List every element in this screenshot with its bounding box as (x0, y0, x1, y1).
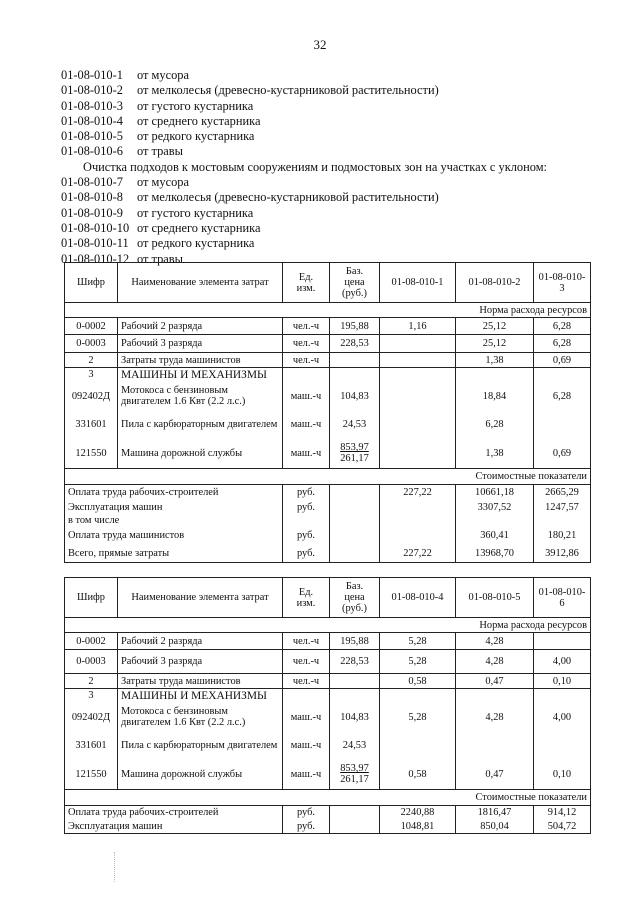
code: 01-08-010-12 (61, 251, 130, 266)
code-line (61, 206, 547, 221)
code-text: от травы (137, 144, 183, 159)
code-line (61, 114, 547, 129)
table-row: 0-0002 Рабочий 2 разряда чел.-ч 195,88 5,28 4,28 (65, 633, 591, 650)
code: 01-08-010-2 (61, 83, 123, 98)
code: 01-08-010-5 (61, 129, 123, 144)
code: 01-08-010-10 (61, 220, 130, 235)
header-row (65, 578, 591, 618)
code: 01-08-010-1 (61, 68, 123, 82)
table-row: Эксплуатация машин руб. 3307,52 1247,57 (65, 501, 591, 515)
cost-table-2 (64, 577, 591, 834)
table-row: 2 Затраты труда машинистов чел.-ч 1,38 0,69 (65, 353, 591, 368)
code-line (61, 236, 547, 251)
header-col-1: 01-08-010-4 (380, 578, 456, 618)
table-row: 331601 Пила с карбюраторным двигателем маш.-ч 24,53 6,28 (65, 411, 591, 439)
code-line (61, 129, 547, 144)
header-col-2: 01-08-010-5 (456, 578, 534, 618)
code-line (61, 144, 547, 159)
header-col-2: 01-08-010-2 (456, 263, 534, 303)
table-row: 092402Д Мотокоса с бензиновым двигателем 1.6 Квт (2.2 л.с.) маш.-ч 104,83 18,84 6,28 (65, 382, 591, 411)
cost-table-1 (64, 262, 591, 563)
code-text: от среднего кустарника (137, 113, 261, 128)
code-text: от густого кустарника (137, 98, 254, 113)
cost-row (65, 790, 591, 806)
header-row (65, 263, 591, 303)
norm-label: Норма расхода ресурсов (65, 303, 591, 318)
code-text: от мусора (137, 175, 189, 190)
code-text: от мусора (137, 68, 189, 82)
section-title: МАШИНЫ И МЕХАНИЗМЫ (118, 368, 283, 382)
cost-row (65, 469, 591, 485)
table-row: Оплата труда рабочих-строителей руб. 227,22 10661,18 2665,29 (65, 485, 591, 501)
table-row: 121550 Машина дорожной службы маш.-ч 853,97 261,17 1,38 0,69 (65, 439, 591, 469)
table-row: в том числе (65, 515, 591, 527)
code-text: от травы (137, 251, 183, 266)
section-row: 3 МАШИНЫ И МЕХАНИЗМЫ (65, 689, 591, 703)
norm-label: Норма расхода ресурсов (65, 618, 591, 633)
header-unit: Ед. изм. (283, 578, 330, 618)
table-row: 0-0003 Рабочий 3 разряда чел.-ч 228,53 5,28 4,28 4,00 (65, 650, 591, 674)
code-line (61, 68, 547, 83)
code: 01-08-010-3 (61, 98, 123, 113)
code: 01-08-010-8 (61, 190, 123, 205)
header-name: Наименование элемента затрат (118, 263, 283, 303)
code: 01-08-010-11 (61, 236, 129, 251)
table-row: 0-0003 Рабочий 3 разряда чел.-ч 228,53 25,12 6,28 (65, 335, 591, 353)
table-row: 121550 Машина дорожной службы маш.-ч 853,97 261,17 0,58 0,47 0,10 (65, 760, 591, 790)
page-number: 32 (313, 37, 327, 52)
section-title: МАШИНЫ И МЕХАНИЗМЫ (118, 689, 283, 703)
code: 01-08-010-9 (61, 205, 123, 220)
code-line (61, 99, 547, 114)
code-line (61, 221, 547, 236)
code-text: от мелколесья (древесно-кустарниковой растительности) (137, 190, 439, 205)
table-row: 2 Затраты труда машинистов чел.-ч 0,58 0,47 0,10 (65, 674, 591, 689)
norm-row (65, 618, 591, 633)
table-row: 331601 Пила с карбюраторным двигателем маш.-ч 24,53 (65, 732, 591, 760)
norm-row (65, 303, 591, 318)
code-list (61, 68, 547, 267)
table-row: 0-0002 Рабочий 2 разряда чел.-ч 195,88 1,16 25,12 6,28 (65, 318, 591, 335)
section-row: 3 МАШИНЫ И МЕХАНИЗМЫ (65, 368, 591, 382)
code-text: от редкого кустарника (137, 129, 255, 144)
header-unit: Ед. изм. (283, 263, 330, 303)
scan-marks (114, 852, 121, 882)
table-row: Оплата труда машинистов руб. 360,41 180,21 (65, 527, 591, 545)
table-row: Оплата труда рабочих-строителей руб. 2240,88 1816,47 914,12 (65, 806, 591, 820)
header-col-3: 01-08-010-3 (534, 263, 591, 303)
code-text: от густого кустарника (137, 205, 254, 220)
header-price: Баз. цена (руб.) (330, 263, 380, 303)
group-heading: Очистка подходов к мостовым сооружениям и подмостовых зон на участках с уклоном: (83, 159, 547, 174)
table-row: Всего, прямые затраты руб. 227,22 13968,70 3912,86 (65, 545, 591, 563)
code-line (61, 190, 547, 205)
code-line (61, 83, 547, 98)
code: 01-08-010-6 (61, 144, 123, 159)
header-col-3: 01-08-010-6 (534, 578, 591, 618)
code-text: от мелколесья (древесно-кустарниковой растительности) (137, 83, 439, 98)
code-text: от среднего кустарника (137, 220, 261, 235)
code: 01-08-010-4 (61, 113, 123, 128)
header-price: Баз. цена (руб.) (330, 578, 380, 618)
code-text: от редкого кустарника (137, 236, 255, 251)
cost-label: Стоимостные показатели (65, 469, 591, 485)
table-row: Эксплуатация машин руб. 1048,81 850,04 504,72 (65, 820, 591, 834)
header-name: Наименование элемента затрат (118, 578, 283, 618)
code-line (61, 175, 547, 190)
header-code: Шифр (65, 578, 118, 618)
header-code: Шифр (65, 263, 118, 303)
code: 01-08-010-7 (61, 175, 123, 190)
header-col-1: 01-08-010-1 (380, 263, 456, 303)
table-row: 092402Д Мотокоса с бензиновым двигателем 1.6 Квт (2.2 л.с.) маш.-ч 104,83 5,28 4,28 4,00 (65, 703, 591, 732)
cost-label: Стоимостные показатели (65, 790, 591, 806)
